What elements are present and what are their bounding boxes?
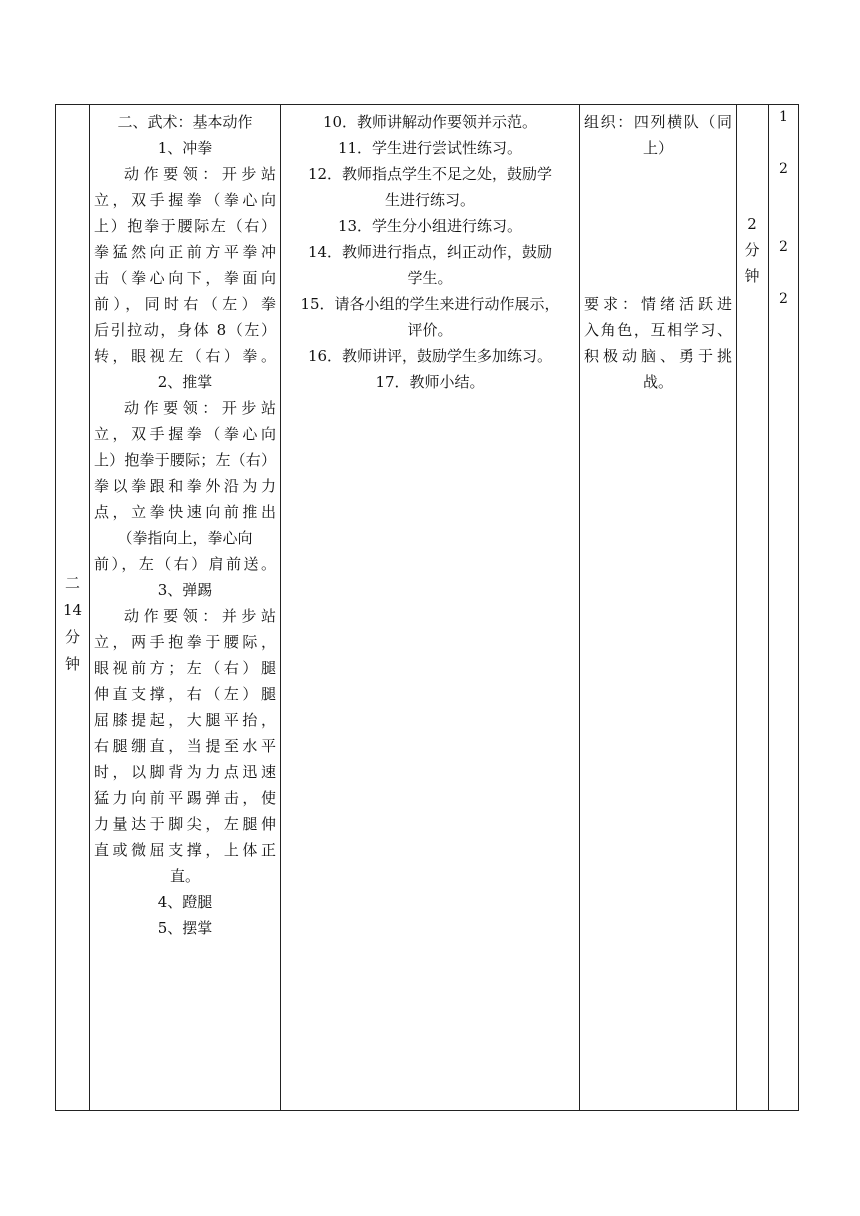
column-divider bbox=[280, 105, 281, 1110]
teacher-step: 16．教师讲评，鼓励学生多加练习。 bbox=[307, 347, 553, 365]
teacher-step: 17．教师小结。 bbox=[375, 373, 485, 391]
item3-line: 时，以脚背为力点迅速 bbox=[94, 763, 276, 781]
item1-line: 拳猛然向正前方平拳冲 bbox=[94, 243, 276, 261]
item3-line: 右腿绷直，当提至水平 bbox=[94, 737, 276, 755]
item3-line: 伸直支撑，右（左）腿 bbox=[94, 685, 276, 703]
item1-line: 后引拉动，身体 8（左） bbox=[94, 321, 276, 339]
time-value: 2 bbox=[747, 215, 757, 233]
item3-line: 直或微屈支撑，上体正 bbox=[94, 841, 276, 859]
teacher-step: 评价。 bbox=[407, 321, 453, 339]
column-divider bbox=[768, 105, 769, 1110]
teacher-activity-cell bbox=[285, 109, 575, 395]
time-cell bbox=[736, 211, 768, 289]
item2-line: 立，双手握拳（拳心向 bbox=[94, 425, 276, 443]
organization-text: 组织：四列横队（同 bbox=[584, 113, 732, 131]
spacer bbox=[584, 161, 732, 291]
item1-line: 立，双手握拳（拳心向 bbox=[94, 191, 276, 209]
item4-title: 4、蹬腿 bbox=[157, 893, 213, 911]
teacher-step: 学生。 bbox=[407, 269, 453, 287]
teacher-step: 14．教师进行指点，纠正动作，鼓励 bbox=[307, 243, 553, 261]
section-cell bbox=[56, 570, 89, 678]
item3-line: 屈膝提起，大腿平抬， bbox=[94, 711, 276, 729]
item3-line: 猛力向前平踢弹击，使 bbox=[94, 789, 276, 807]
section-minutes: 14 bbox=[62, 601, 83, 619]
item1-line: 转，眼视左（右）拳。 bbox=[94, 347, 276, 365]
count-value: 2 bbox=[779, 239, 788, 255]
item3-line: 力量达于脚尖，左腿伸 bbox=[94, 815, 276, 833]
column-divider bbox=[89, 105, 90, 1110]
organization-text: 上） bbox=[642, 139, 673, 157]
item1-line: 上）抱拳于腰际左（右） bbox=[94, 217, 276, 235]
item2-line: 上）抱拳于腰际；左（右） bbox=[94, 451, 276, 469]
item2-line: 动作要领：开步站 bbox=[124, 399, 276, 417]
time-unit-1: 分 bbox=[744, 241, 760, 259]
time-unit-2: 钟 bbox=[744, 267, 760, 285]
item3-line: 立，两手抱拳于腰际， bbox=[94, 633, 276, 651]
section-label: 二 bbox=[64, 574, 80, 592]
column-divider bbox=[579, 105, 580, 1110]
teacher-step: 12．教师指点学生不足之处，鼓励学 bbox=[307, 165, 553, 183]
item2-line: 前），左（右）肩前送。 bbox=[94, 555, 276, 573]
section-unit-2: 钟 bbox=[64, 655, 80, 673]
teacher-step: 15．请各小组的学生来进行动作展示， bbox=[300, 295, 560, 313]
requirement-text: 积极动脑、勇于挑 bbox=[584, 347, 732, 365]
content-cell bbox=[94, 109, 276, 941]
item2-title: 2、推掌 bbox=[157, 373, 213, 391]
content-heading: 二、武术：基本动作 bbox=[117, 113, 253, 131]
teacher-step: 10．教师讲解动作要领并示范。 bbox=[322, 113, 538, 131]
section-unit-1: 分 bbox=[64, 628, 80, 646]
count-value: 2 bbox=[779, 161, 788, 177]
requirement-text: 战。 bbox=[642, 373, 673, 391]
requirement-text: 要求：情绪活跃进 bbox=[584, 295, 732, 313]
requirement-text: 入角色，互相学习、 bbox=[584, 321, 732, 339]
item1-line: 击（拳心向下，拳面向 bbox=[94, 269, 276, 287]
item3-title: 3、弹踢 bbox=[157, 581, 213, 599]
item1-title: 1、冲拳 bbox=[157, 139, 213, 157]
item2-line: （拳指向上，拳心向 bbox=[117, 529, 253, 547]
item2-line: 点，立拳快速向前推出 bbox=[94, 503, 276, 521]
item1-line: 动作要领：开步站 bbox=[124, 165, 276, 183]
organization-cell bbox=[584, 109, 732, 395]
teacher-step: 生进行练习。 bbox=[384, 191, 475, 209]
item3-line: 直。 bbox=[169, 867, 200, 885]
teacher-step: 13．学生分小组进行练习。 bbox=[337, 217, 523, 235]
count-value: 2 bbox=[779, 291, 788, 307]
item2-line: 拳以拳跟和拳外沿为力 bbox=[94, 477, 276, 495]
item1-line: 前），同时右（左）拳 bbox=[94, 295, 276, 313]
item3-line: 动作要领：并步站 bbox=[124, 607, 276, 625]
item3-line: 眼视前方；左（右）腿 bbox=[94, 659, 276, 677]
teacher-step: 11．学生进行尝试性练习。 bbox=[337, 139, 523, 157]
lesson-plan-table bbox=[55, 104, 799, 1111]
count-value: 1 bbox=[779, 109, 788, 125]
item5-title: 5、摆掌 bbox=[157, 919, 213, 937]
